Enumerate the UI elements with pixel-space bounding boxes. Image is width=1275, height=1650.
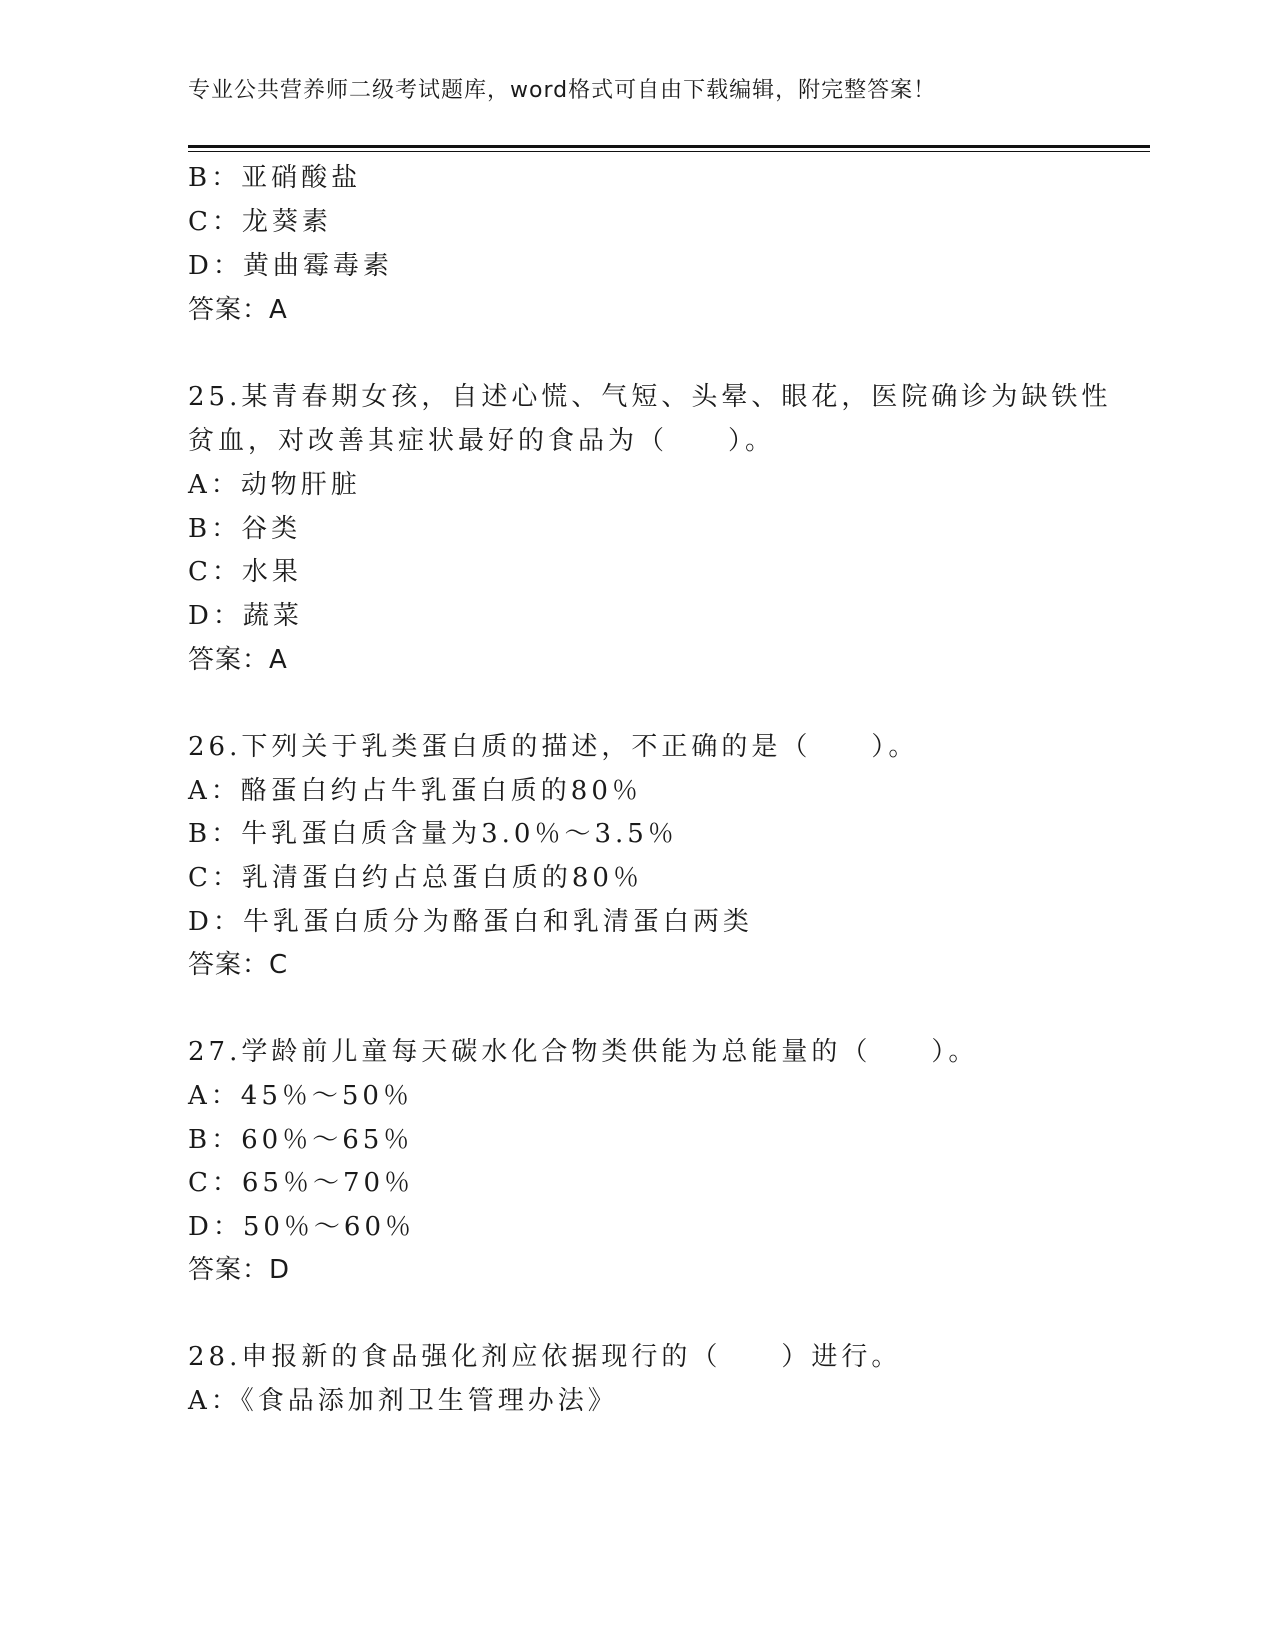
question-27-stem: 27.学龄前儿童每天碳水化合物类供能为总能量的（ ）。 bbox=[188, 1037, 979, 1067]
option-d-prev: D：黄曲霉毒素 bbox=[188, 251, 393, 281]
question-25-answer: 答案：A bbox=[188, 645, 288, 675]
question-26-option-a: A：酪蛋白约占牛乳蛋白质的80％ bbox=[188, 776, 642, 806]
question-25-option-b: B：谷类 bbox=[188, 514, 302, 544]
question-25-option-a: A：动物肝脏 bbox=[188, 470, 361, 500]
header-rule-thick bbox=[188, 145, 1150, 148]
question-27-option-a: A：45％～50％ bbox=[188, 1081, 413, 1111]
question-28-stem: 28.申报新的食品强化剂应依据现行的（ ）进行。 bbox=[188, 1342, 902, 1372]
question-26-stem: 26.下列关于乳类蛋白质的描述，不正确的是（ ）。 bbox=[188, 732, 919, 762]
question-25-line-1: 25.某青春期女孩，自述心慌、气短、头晕、眼花，医院确诊为缺铁性 bbox=[188, 382, 1112, 412]
question-27-option-c: C：65％～70％ bbox=[188, 1168, 415, 1198]
question-28-option-a: A：《食品添加剂卫生管理办法》 bbox=[188, 1386, 618, 1416]
question-26-option-b: B：牛乳蛋白质含量为3.0％～3.5％ bbox=[188, 819, 678, 849]
answer-prev: 答案：A bbox=[188, 295, 288, 325]
option-c-prev: C：龙葵素 bbox=[188, 207, 332, 237]
question-26-answer: 答案：C bbox=[188, 950, 289, 980]
question-26-option-d: D：牛乳蛋白质分为酪蛋白和乳清蛋白两类 bbox=[188, 907, 753, 937]
question-27-option-b: B：60％～65％ bbox=[188, 1125, 414, 1155]
question-27-answer: 答案：D bbox=[188, 1255, 291, 1285]
question-25-option-d: D：蔬菜 bbox=[188, 601, 303, 631]
question-25-option-c: C：水果 bbox=[188, 557, 302, 587]
question-27-option-d: D：50％～60％ bbox=[188, 1212, 416, 1242]
page-header: 专业公共营养师二级考试题库，word格式可自由下载编辑，附完整答案！ bbox=[188, 78, 937, 103]
header-rule-thin bbox=[188, 151, 1150, 152]
option-b-prev: B：亚硝酸盐 bbox=[188, 163, 362, 193]
question-26-option-c: C：乳清蛋白约占总蛋白质的80％ bbox=[188, 863, 643, 893]
question-25-line-2: 贫血，对改善其症状最好的食品为（ ）。 bbox=[188, 426, 776, 456]
